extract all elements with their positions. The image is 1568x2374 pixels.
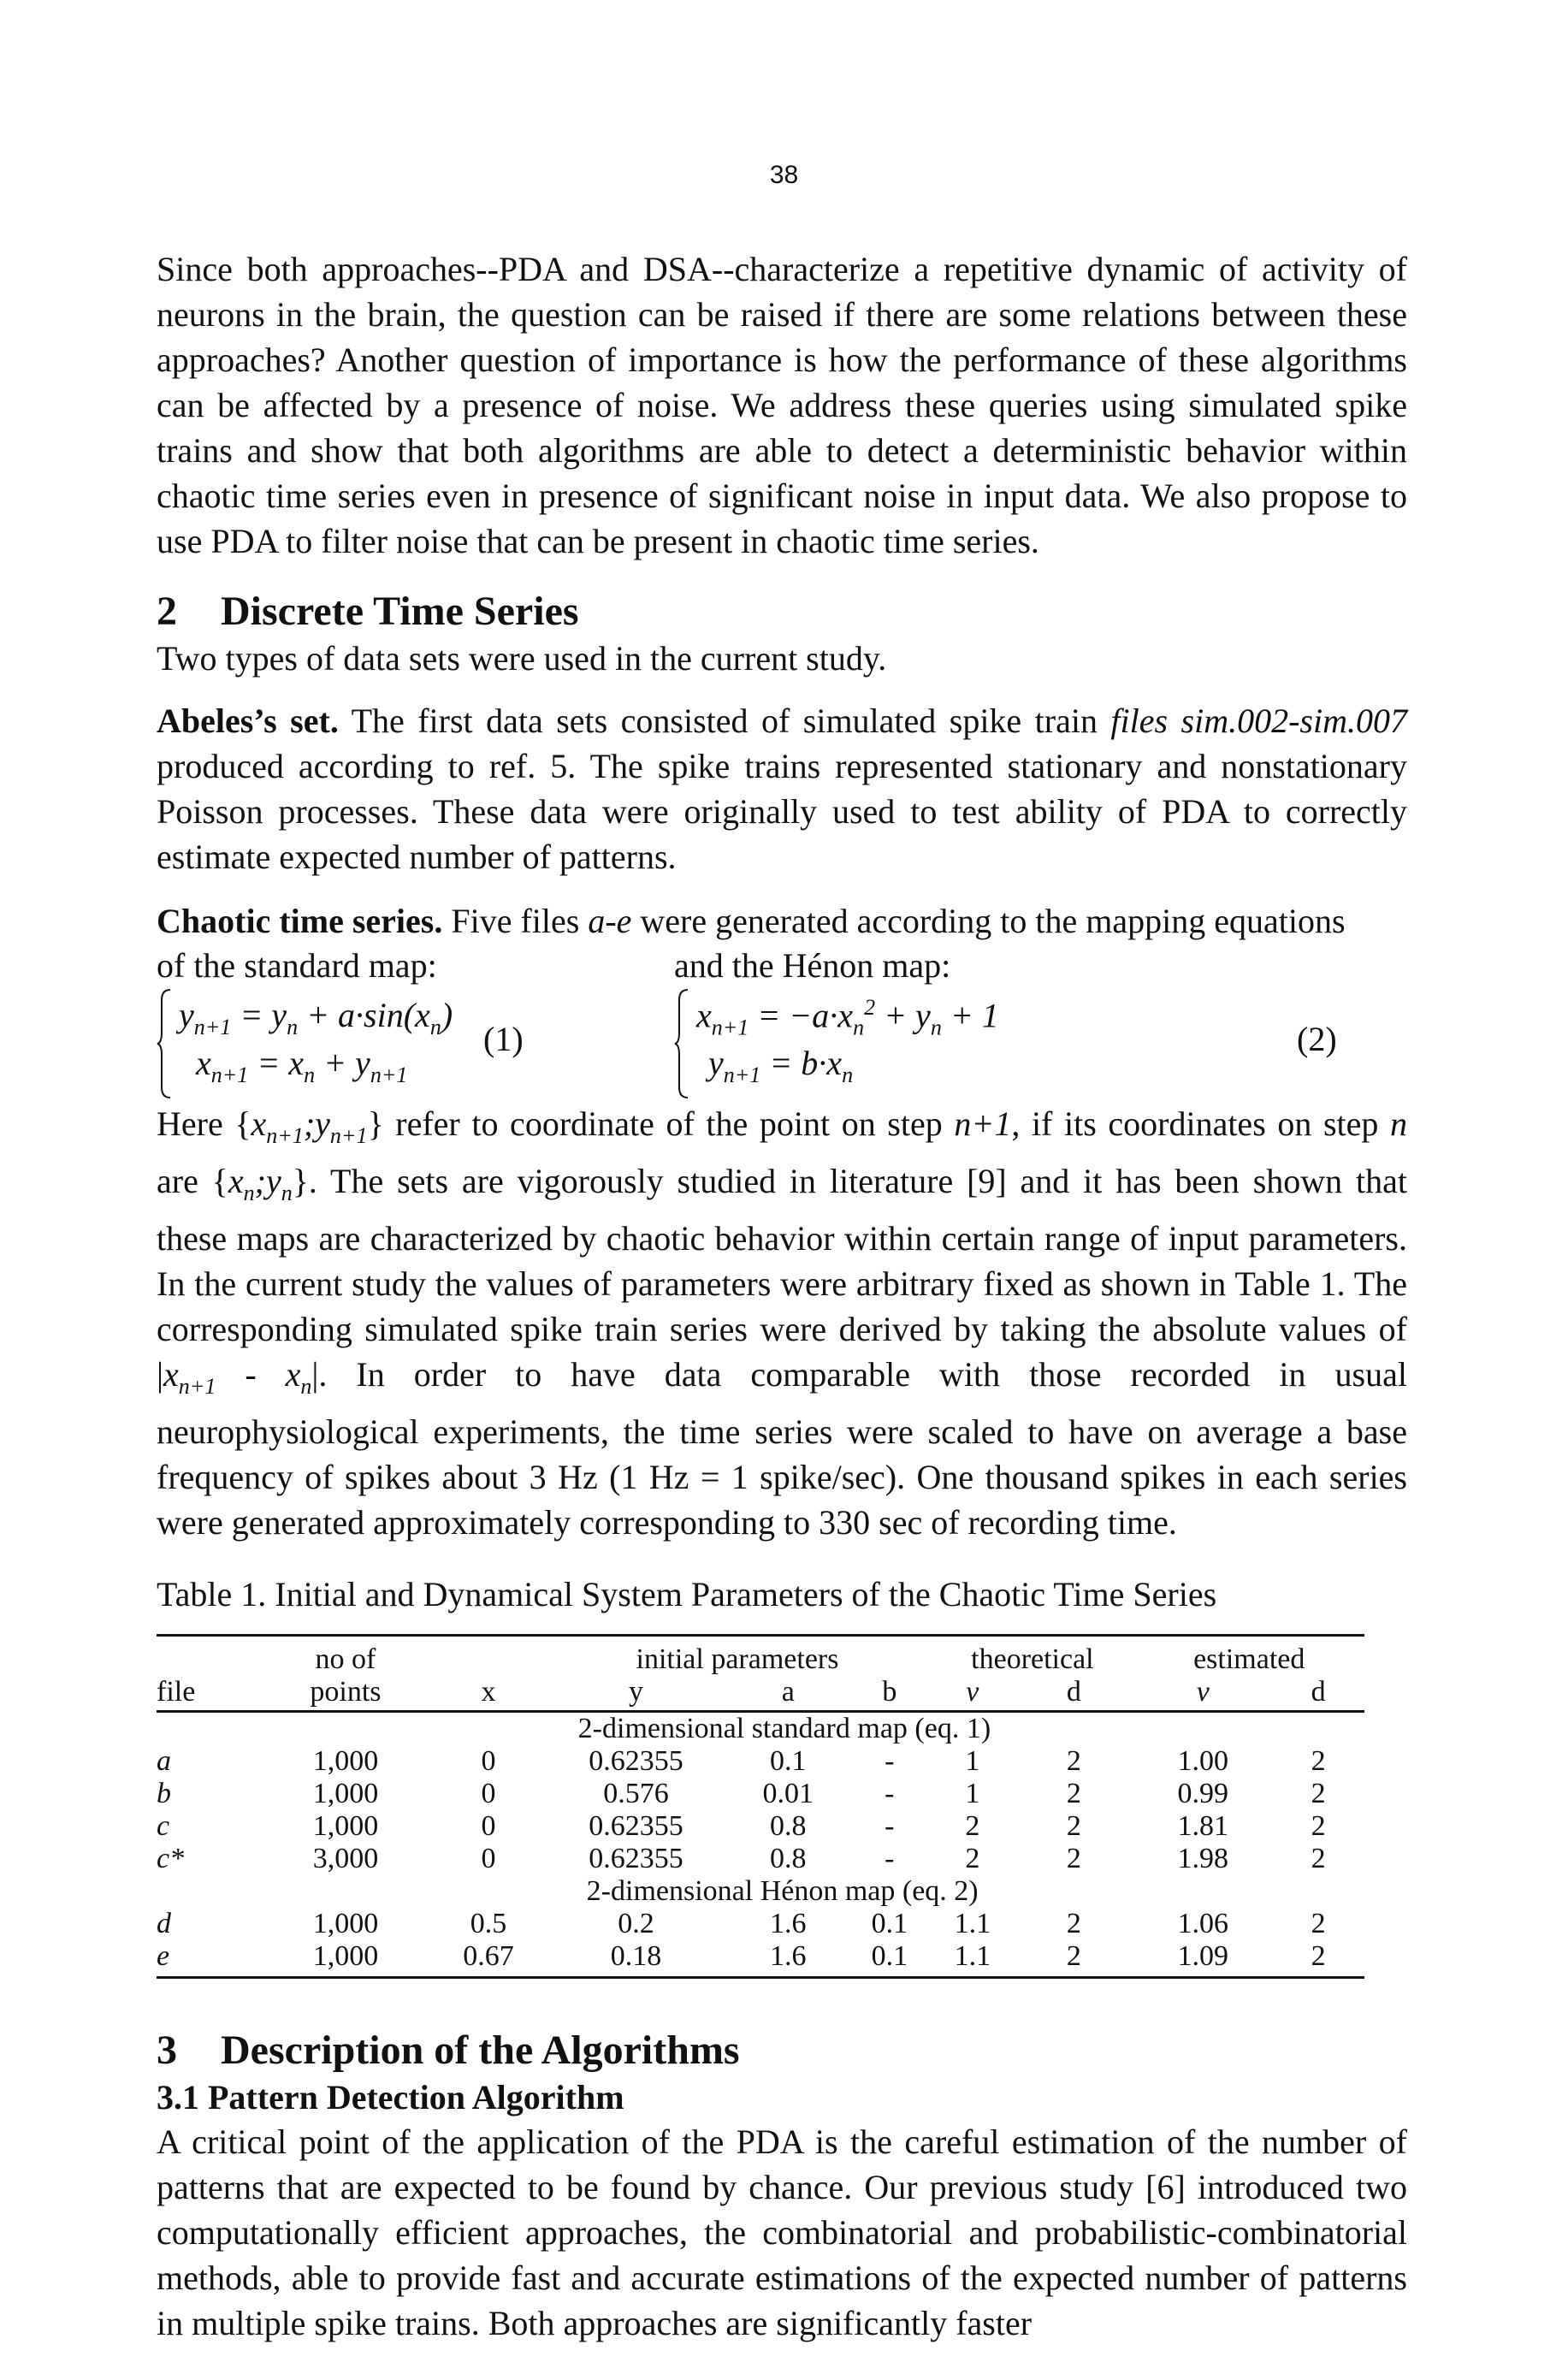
subsection-3-1-title: Pattern Detection Algorithm xyxy=(208,2078,624,2116)
group-1-label: 2-dimensional standard map (eq. 1) xyxy=(577,1713,991,1744)
cell-estimated-d: 2 xyxy=(1311,1778,1326,1809)
table-header-row-1 xyxy=(157,1643,1364,1676)
cell-file: e xyxy=(157,1940,258,1978)
equation-2-line-1: $x_{n+1} = -a\cdot x_n^2 + y_n + 1$ xyxy=(696,995,999,1040)
table-group-row xyxy=(157,1875,1364,1908)
cell-estimated-v: 0.99 xyxy=(1177,1778,1229,1809)
cell-b: - xyxy=(885,1778,895,1809)
cell-points: 3,000 xyxy=(312,1843,379,1874)
cell-theoretical-d: 2 xyxy=(1066,1778,1081,1809)
cell-theoretical-d: 2 xyxy=(1066,1908,1081,1939)
equation-2-line-2: $y_{n+1} = b\cdot x_n$ xyxy=(708,1044,854,1087)
cell-file: b xyxy=(157,1778,171,1809)
cell-x: 0 xyxy=(481,1843,496,1874)
table-row xyxy=(157,1843,1364,1875)
here-paragraph: Here $\{x_{n+1};y_{n+1}\}$ refer to coordinate of the point on step n+1, if its coordinates on step n are $\{x_n;y_n\}$. The sets are vigorously studied in literature [9] and it has been shown that these maps are characterized by chaotic behavior within certain range of input parameters. In the current study the values of parameters were arbitrary fixed as shown in Table 1. The corresponding simulated spike train series were derived by taking the absolute values of $|x_{n+1} - x_n|$. In order to have data comparable with those recorded in usual neurophysiological experiments, the time series were scaled to have on average a base frequency of spikes about 3 Hz (1 Hz = 1 spike/sec). One thousand spikes in each series were generated approximately corresponding to 330 sec of recording time. xyxy=(157,1104,1407,1542)
equation-1-line-1: $y_{n+1} = y_n + a\cdot\sin(x_n)$ xyxy=(179,996,453,1039)
section-2-title: Discrete Time Series xyxy=(221,589,579,634)
table-1-caption: Table 1. Initial and Dynamical System Parameters of the Chaotic Time Series xyxy=(157,1575,1217,1613)
table-row xyxy=(157,1908,1364,1940)
cell-a: 0.01 xyxy=(762,1778,814,1809)
here-text-1: Here { xyxy=(157,1104,251,1143)
cell-estimated-d: 2 xyxy=(1311,1908,1326,1939)
table-header-row-2 xyxy=(157,1676,1364,1712)
left-brace-icon xyxy=(674,988,689,1099)
cell-theoretical-v: 1 xyxy=(965,1778,980,1809)
cell-x: 0.5 xyxy=(470,1908,507,1939)
cell-x: 0 xyxy=(481,1810,496,1842)
header-points: points xyxy=(258,1676,434,1712)
cell-theoretical-v: 2 xyxy=(965,1843,980,1874)
page-number: 38 xyxy=(769,161,799,189)
cell-estimated-d: 2 xyxy=(1272,1940,1364,1978)
subsection-3-1-heading xyxy=(157,2076,1407,2119)
section-2-number: 2 xyxy=(157,589,177,634)
abeles-text-a: The first data sets consisted of simulated spike train xyxy=(338,702,1111,740)
header-x: x xyxy=(433,1676,543,1712)
cell-b: 0.1 xyxy=(848,1940,931,1978)
table-row xyxy=(157,1810,1364,1843)
cell-a: 1.6 xyxy=(770,1908,807,1939)
section-2-heading xyxy=(157,586,1407,637)
cell-estimated-d: 2 xyxy=(1311,1843,1326,1874)
cell-y: 0.2 xyxy=(618,1908,654,1939)
table-row xyxy=(157,1940,1364,1978)
cell-a: 0.8 xyxy=(770,1810,807,1842)
cell-estimated-v: 1.98 xyxy=(1177,1843,1229,1874)
header-initial-parameters: initial parameters xyxy=(636,1643,839,1675)
chaotic-text-a: Five files xyxy=(442,902,589,940)
cell-x: 0 xyxy=(481,1745,496,1777)
section-3-number: 3 xyxy=(157,2028,177,2073)
cell-b: - xyxy=(885,1745,895,1777)
here-text-3: , if its coordinates on step xyxy=(1011,1104,1390,1143)
header-b: b xyxy=(848,1676,931,1712)
page-content xyxy=(157,246,1407,2346)
cell-a: 0.1 xyxy=(770,1745,807,1777)
here-text-6: |. In order to have data comparable with those recorded in usual neurophysiological experiments, the time series were scaled to have on average a base frequency of spikes about 3 Hz (1 Hz = 1 spike/sec). One thousand spikes in each series were generated approximately corresponding to 330 sec of recording time. xyxy=(157,1355,1407,1542)
cell-b: 0.1 xyxy=(871,1908,908,1939)
header-estimated-v: ν xyxy=(1133,1676,1272,1712)
header-theoretical-d: d xyxy=(1014,1676,1133,1712)
cell-points: 1,000 xyxy=(258,1940,434,1978)
cell-theoretical-d: 2 xyxy=(1066,1843,1081,1874)
table-row xyxy=(157,1745,1364,1778)
section-3-title: Description of the Algorithms xyxy=(221,2028,740,2073)
cell-file: d xyxy=(157,1908,171,1939)
chaotic-text-b: were generated according to the mapping equations xyxy=(631,902,1346,940)
cell-theoretical-d: 2 xyxy=(1066,1745,1081,1777)
chaotic-paragraph xyxy=(157,898,1407,944)
group-2-label: 2-dimensional Hénon map (eq. 2) xyxy=(586,1875,979,1907)
cell-y: 0.62355 xyxy=(589,1843,683,1874)
cell-estimated-v: 1.09 xyxy=(1133,1940,1272,1978)
cell-theoretical-v: 1.1 xyxy=(954,1908,991,1939)
cell-a: 0.8 xyxy=(770,1843,807,1874)
section-2-lead: Two types of data sets were used in the current study. xyxy=(157,639,887,678)
table-group-row xyxy=(157,1712,1364,1746)
abeles-paragraph xyxy=(157,698,1407,879)
cell-theoretical-v: 2 xyxy=(965,1810,980,1842)
header-estimated-d: d xyxy=(1272,1676,1364,1712)
cell-y: 0.18 xyxy=(544,1940,729,1978)
cell-theoretical-v: 1.1 xyxy=(931,1940,1014,1978)
equation-2-number: (2) xyxy=(1297,1020,1337,1058)
cell-theoretical-d: 2 xyxy=(1014,1940,1133,1978)
standard-map-label: of the standard map: xyxy=(157,946,437,985)
here-text-2: } refer to coordinate of the point on step xyxy=(367,1104,955,1143)
section-3-paragraph: A critical point of the application of the PDA is the careful estimation of the number of patterns that are expected to be found by chance. Our previous study [6] introduced two computationally efficient approaches, the combinatorial and probabilistic-combinatorial methods, able to provide fast and accurate estimations of the expected number of patterns in multiple spike trains. Both approaches are significantly faster xyxy=(157,2122,1407,2342)
cell-estimated-d: 2 xyxy=(1311,1810,1326,1842)
cell-theoretical-d: 2 xyxy=(1066,1810,1081,1842)
section-3-heading xyxy=(157,2025,1407,2076)
table-row xyxy=(157,1778,1364,1810)
map-labels xyxy=(157,944,1407,988)
header-estimated: estimated xyxy=(1193,1643,1305,1675)
header-y: y xyxy=(544,1676,729,1712)
henon-map-label: and the Hénon map: xyxy=(674,946,951,985)
abeles-heading: Abeles’s set. xyxy=(157,702,339,740)
equation-1-line-2: $x_{n+1} = x_n + y_{n+1}$ xyxy=(196,1044,408,1087)
cell-b: - xyxy=(885,1843,895,1874)
left-brace-icon xyxy=(157,988,172,1099)
chaotic-files: a-e xyxy=(588,902,632,940)
cell-b: - xyxy=(885,1810,895,1842)
cell-a: 1.6 xyxy=(728,1940,848,1978)
cell-estimated-v: 1.81 xyxy=(1177,1810,1229,1842)
here-text-4: are { xyxy=(157,1162,228,1200)
subsection-3-1-number: 3.1 xyxy=(157,2078,199,2116)
abeles-files: files sim.002-sim.007 xyxy=(1110,702,1407,740)
header-no-of: no of xyxy=(315,1643,376,1675)
equation-1 xyxy=(157,988,541,1101)
cell-estimated-v: 1.00 xyxy=(1177,1745,1229,1777)
equation-1-number: (1) xyxy=(483,1020,524,1058)
cell-points: 1,000 xyxy=(312,1810,379,1842)
cell-points: 1,000 xyxy=(312,1778,379,1809)
cell-x: 0.67 xyxy=(433,1940,543,1978)
cell-y: 0.62355 xyxy=(589,1810,683,1842)
header-a: a xyxy=(728,1676,848,1712)
cell-estimated-v: 1.06 xyxy=(1177,1908,1229,1939)
cell-y: 0.62355 xyxy=(589,1745,683,1777)
cell-file: c* xyxy=(157,1843,185,1874)
cell-x: 0 xyxy=(481,1778,496,1809)
equation-2 xyxy=(674,988,1337,1101)
cell-file: a xyxy=(157,1745,171,1777)
cell-file: c xyxy=(157,1810,170,1842)
table-1 xyxy=(157,1634,1364,1979)
equations-row xyxy=(157,988,1407,1101)
cell-estimated-d: 2 xyxy=(1311,1745,1326,1777)
chaotic-heading: Chaotic time series. xyxy=(157,902,443,940)
header-file: file xyxy=(157,1676,258,1712)
intro-paragraph: Since both approaches--PDA and DSA--characterize a repetitive dynamic of activity of neurons in the brain, the question can be raised if there are some relations between these approaches? Another question of importance is how the performance of these algorithms can be affected by a presence of noise. We address these queries using simulated spike trains and show that both algorithms are able to detect a deterministic behavior within chaotic time series even in presence of significant noise in input data. We also propose to use PDA to filter noise that can be present in chaotic time series. xyxy=(157,250,1407,560)
cell-theoretical-v: 1 xyxy=(965,1745,980,1777)
here-text-5: }. The sets are vigorously studied in literature [9] and it has been shown that these maps are characterized by chaotic behavior within certain range of input parameters. In the current study the values of parameters were arbitrary fixed as shown in Table 1. The corresponding simulated spike train series were derived by taking the absolute values of | xyxy=(157,1162,1407,1394)
cell-points: 1,000 xyxy=(312,1745,379,1777)
cell-y: 0.576 xyxy=(603,1778,669,1809)
cell-points: 1,000 xyxy=(312,1908,379,1939)
header-theoretical: theoretical xyxy=(971,1643,1094,1675)
abeles-text-b: produced according to ref. 5. The spike trains represented stationary and nonstationary Poisson processes. These data were originally used to test ability of PDA to correctly estimate expected number of patterns. xyxy=(157,747,1407,876)
header-theoretical-v: ν xyxy=(931,1676,1014,1712)
